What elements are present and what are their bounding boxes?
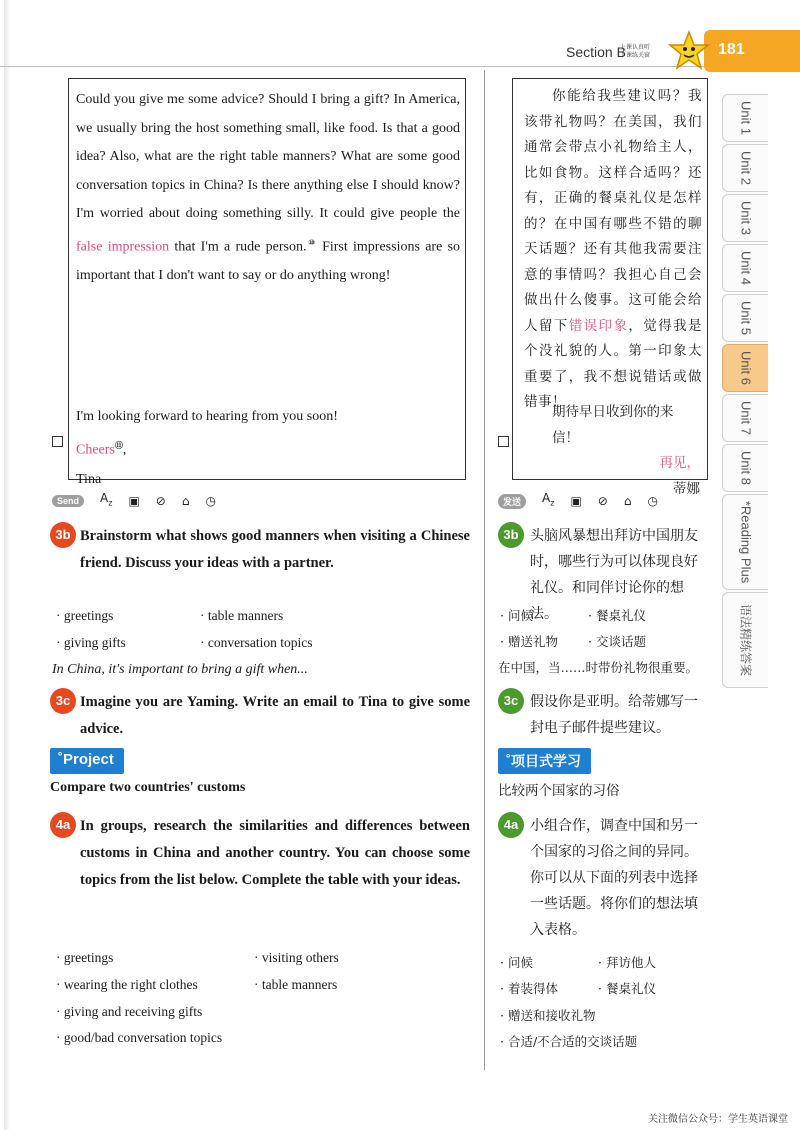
exercise-4a-text: In groups, research the similarities and differences between customs in China and another country. You can choose some topics from the list below. Complete the table with your ideas. [80,818,470,888]
attachment-icon[interactable]: ⊘ [597,494,608,508]
attachment-icon[interactable]: ⊘ [155,494,166,508]
bullet-item: · wearing the right clothes [56,977,198,992]
header-section: Section B [566,44,626,60]
clock-icon[interactable]: ◷ [205,494,216,508]
tab-unit-3[interactable]: Unit 3 [722,194,768,242]
exercise-4a-text-cn: 小组合作，调查中国和另一个国家的习俗之间的异同。你可以从下面的列表中选择一些话题。将你们的想法填入表格。 [530,818,698,938]
exercise-3b-text: Brainstorm what shows good manners when visiting a Chinese friend. Discuss your ideas with a partner. [80,528,470,571]
send-button-cn[interactable]: 发送 [498,494,526,509]
tab-grammar-answers[interactable]: 语法精练答案 [722,592,768,688]
email-body-cn: 你能给我些建议吗？我该带礼物吗？在美国，我们通常会带点小礼物给主人，比如食物。这样合适吗？还有，正确的餐桌礼仪是怎样的？在中国有哪些不错的聊天话题？还有其他我需要注意的事情吗？我担心自己会做出什么傻事。这可能会给人留下错误印象，觉得我是个没礼貌的人。第一印象太重要了，我不想说错话或做错事！ [524,88,703,410]
exercise-badge-3c-cn: 3c [498,688,524,714]
send-button[interactable]: Send [52,495,84,507]
checkbox-en[interactable] [52,436,63,447]
exercise-3c-text: Imagine you are Yaming. Write an email to Tina to give some advice. [80,694,470,737]
header-slogan: 上课认真听 下课练关窗 [620,44,651,59]
column-divider [484,70,485,1070]
signature-en: Tina [76,471,102,487]
bullet-item: · visiting others [254,950,339,965]
bullet-item-cn: · 赠送和接收礼物 [500,1008,596,1023]
bullet-item: · good/bad conversation topics [56,1030,223,1045]
tab-unit-5[interactable]: Unit 5 [722,294,768,342]
exercise-badge-3c: 3c [50,688,76,714]
cn-highlight: 错误印象 [568,317,629,334]
tab-reading-plus[interactable]: *Reading Plus [722,494,768,590]
bullet-item-cn: · 赠送礼物 [500,634,558,649]
bullet-item-cn: · 拜访他人 [598,955,656,970]
exercise-3c-text-cn: 假设你是亚明。给蒂娜写一封电子邮件提些建议。 [530,694,698,736]
bullet-item-cn: · 问候 [500,955,533,970]
tab-unit-4[interactable]: Unit 4 [722,244,768,292]
example-sentence-cn: 在中国，当……时带份礼物很重要。 [498,660,699,675]
page-number: 181 [704,30,800,72]
bullet-item-cn: · 交谈话题 [588,634,646,649]
tab-unit-2[interactable]: Unit 2 [722,144,768,192]
note-marker-10: ⑩ [306,237,317,247]
exercise-badge-3b: 3b [50,522,76,548]
text-size-icon[interactable]: $A_z$ [100,491,113,508]
bullet-item-cn: · 合适/不合适的交谈话题 [500,1034,638,1049]
bullet-item: · table manners [254,977,338,992]
bullet-item-cn: · 着装得体 [500,981,558,996]
clock-icon[interactable]: ◷ [647,494,658,508]
tab-unit-1[interactable]: Unit 1 [722,94,768,142]
project-subtitle: Compare two countries' customs [50,780,246,795]
checkbox-cn[interactable] [498,436,509,447]
link-icon[interactable]: ⌂ [181,494,190,508]
bullet-item: · giving gifts [56,635,126,650]
footer-note: 关注微信公众号：学生英语课堂 [648,1114,788,1125]
image-icon[interactable]: ▣ [570,494,582,508]
exercise-3b-text-cn: 头脑风暴想出拜访中国朋友时，哪些行为可以体现良好礼仪。和同伴讨论你的想法。 [530,528,698,622]
bullet-item: · conversation topics [200,635,313,650]
bullet-item: · giving and receiving gifts [56,1004,203,1019]
exercise-badge-3b-cn: 3b [498,522,524,548]
email-body-en: Could you give me some advice? Should I bring a gift? In America, we usually bring the host something small, like food. Is that a good idea? Also, what are the right table manners? What are some good conversation topics in China? Is there anything else I should know? I'm worried about doing something silly. It could give people the false impression that I'm a rude person.⑩ First impressions are so important that I don't want to say or do anything wrong! [76,92,460,283]
project-heading: ˚Project [50,748,124,774]
bullet-item-cn: · 餐桌礼仪 [598,981,656,996]
email-closing-en: I'm looking forward to hearing from you soon! Cheers⑪, Tina [76,402,338,494]
bullet-item-cn: · 餐桌礼仪 [588,608,646,623]
bullet-item: · greetings [56,608,114,623]
sign-off-en: Cheers [76,442,115,458]
tab-unit-7[interactable]: Unit 7 [722,394,768,442]
page-edge [4,0,10,1130]
image-icon[interactable]: ▣ [128,494,140,508]
exercise-badge-4a-cn: 4a [498,812,524,838]
link-icon[interactable]: ⌂ [623,494,632,508]
star-mascot-icon [668,30,710,72]
project-subtitle-cn: 比较两个国家的习俗 [498,783,620,799]
email-toolbar-en [52,492,216,510]
bullet-item-cn: · 问候 [500,608,533,623]
tab-unit-8[interactable]: Unit 8 [722,444,768,492]
email-closing-cn: 期待早日收到你的来信！ 再见， 蒂娜 [552,404,700,497]
text-size-icon[interactable]: $A_z$ [542,491,555,508]
exercise-badge-4a: 4a [50,812,76,838]
bullet-item: · greetings [56,950,114,965]
note-marker-11: ⑪ [114,441,123,450]
false-impression-highlight: false impression [76,239,170,255]
bullet-item: · table manners [200,608,284,623]
email-toolbar-cn [498,492,658,510]
example-sentence: In China, it's important to bring a gift when... [52,662,308,677]
tab-unit-6[interactable]: Unit 6 [722,344,768,392]
project-heading-cn: ˚项目式学习 [498,748,591,774]
